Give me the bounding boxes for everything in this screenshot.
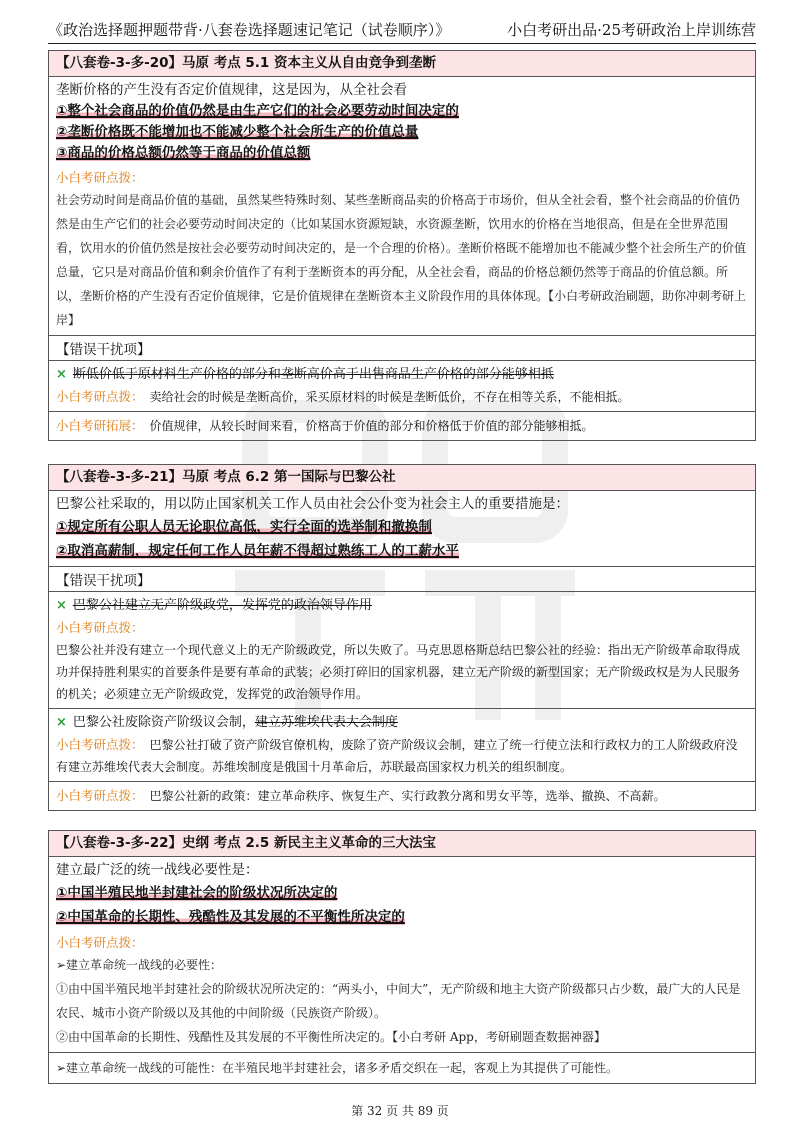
page-number: 第 32 页 共 89 页 bbox=[351, 1104, 449, 1118]
distractor-tip: 巴黎公社并没有建立一个现代意义上的无产阶级政党，所以失败了。马克思恩格斯总结巴黎公社的经验：指出无产阶级革命取得成功并保持胜利果实的首要条件是要有革命的武装；必须打碎旧的国家机器，建立无产阶级的新型国家；无产阶级政权是为人民服务的机关；必须建立无产阶级政党，发挥党的政治领导作用。 bbox=[56, 643, 741, 701]
distractor-option: × 断低价低于原材料生产价格的部分和垄断高价高于出售商品生产价格的部分能够相抵 小白考研点拨： 卖给社会的时候是垄断高价，采买原材料的时候是垄断低价，不存在相等关系，不能相抵。 bbox=[49, 361, 755, 412]
tip-text: 社会劳动时间是商品价值的基础，虽然某些特殊时刻、某些垄断商品卖的价格高于市场价，但从全社会看，整个社会商品的价值仍然是由生产它们的社会必要劳动时间决定的（比如某国水资源短缺，水资源垄断，饮用水的价格在当地很高，但是在全世界范围看，饮用水的价值仍然是按社会必要劳动时间决定的，是一个合理的价格）。垄断价格既不能增加也不能减少整个社会所生产的价值总量，它只是对商品价值和剩余价值作了有利于垄断资本的再分配，从全社会看，商品的价格总额仍然等于商品的价值总额。所以，垄断价格的产生没有否定价值规律，它是价值规律在垄断资本主义阶段作用的具体体现。【小白考研政治刷题，助你冲刺考研上岸】 bbox=[56, 193, 747, 327]
distractor-option: × 巴黎公社建立无产阶级政党，发挥党的政治领导作用 小白考研点拨： 巴黎公社并没有建立一个现代意义上的无产阶级政党，所以失败了。马克思恩格斯总结巴黎公社的经验：指出无产阶级革命取得成功并保持胜利果实的首要条件是要有革命的武装；必须打碎旧的国家机器，建立无产阶级的新型国家；无产阶级政权是为人民服务的机关；必须建立无产阶级政党，发挥党的政治领导作用。 bbox=[49, 592, 755, 709]
distractor-tip: 卖给社会的时候是垄断高价，采买原材料的时候是垄断低价，不存在相等关系，不能相抵。 bbox=[149, 390, 630, 404]
extension-note: 小白考研点拨： 巴黎公社新的政策：建立革命秩序、恢复生产、实行政教分离和男女平等，选举、撤换、不高薪。 bbox=[56, 788, 666, 803]
answer-item: ①规定所有公职人员无论职位高低，实行全面的选举制和撤换制 bbox=[56, 519, 432, 535]
point-text: ②由中国革命的长期性、残酷性及其发展的不平衡性所决定的。【小白考研 App，考研刷题查数据神器】 bbox=[56, 1030, 606, 1044]
question-stem: 垄断价格的产生没有否定价值规律，这是因为，从全社会看 bbox=[56, 82, 407, 98]
answer-list bbox=[49, 515, 755, 566]
answer-item: ③商品的价格总额仍然等于商品的价值总额 bbox=[56, 145, 311, 161]
distractor-heading: 【错误干扰项】 bbox=[49, 566, 755, 592]
question-title: 【八套卷-3-多-22】史纲 考点 2.5 新民主主义革命的三大法宝 bbox=[49, 831, 755, 857]
question-title: 【八套卷-3-多-20】马原 考点 5.1 资本主义从自由竞争到垄断 bbox=[49, 51, 755, 77]
extension-note: 小白考研拓展： 价值规律，从较长时间来看，价格高于价值的部分和价格低于价值的部分能够相抵。 bbox=[56, 418, 594, 433]
tip-label: 小白考研点拨： bbox=[56, 935, 144, 950]
distractor-tip: 巴黎公社打破了资产阶级官僚机构，废除了资产阶级议会制，建立了统一行使立法和行政权力的工人阶级政府没有建立苏维埃代表大会制度。苏维埃制度是俄国十月革命后，苏联最高国家权力机关的组织制度。 bbox=[56, 738, 738, 774]
question-stem: 建立最广泛的统一战线必要性是： bbox=[56, 862, 259, 878]
question-title: 【八套卷-3-多-21】马原 考点 6.2 第一国际与巴黎公社 bbox=[49, 465, 755, 491]
answer-item: ②取消高薪制，规定任何工作人员年薪不得超过熟练工人的工薪水平 bbox=[56, 543, 459, 559]
header-doc-title: 《政治选择题押题带背·八套卷选择题速记笔记（试卷顺序）》 bbox=[48, 21, 451, 39]
point-text: ①由中国半殖民地半封建社会的阶级状况所决定的：“两头小，中间大”，无产阶级和地主大资产阶级都只占少数，最广大的人民是农民、城市小资产阶级以及其他的中间阶级（民族资产阶级）。 bbox=[56, 982, 741, 1020]
answer-list bbox=[49, 101, 755, 167]
question-card-21 bbox=[48, 464, 756, 811]
point-heading: ➢建立革命统一战线的必要性： bbox=[56, 958, 223, 972]
distractor-option: × 巴黎公社废除资产阶级议会制，建立苏维埃代表大会制度 小白考研点拨： 巴黎公社打破了资产阶级官僚机构，废除了资产阶级议会制，建立了统一行使立法和行政权力的工人阶级政府没有建立苏维埃代表大会制度。苏维埃制度是俄国十月革命后，苏联最高国家权力机关的组织制度。 bbox=[49, 709, 755, 782]
answer-item: ①中国半殖民地半封建社会的阶级状况所决定的 bbox=[56, 885, 338, 901]
question-card-20 bbox=[48, 50, 756, 441]
answer-item: ①整个社会商品的价值仍然是由生产它们的社会必要劳动时间决定的 bbox=[56, 103, 459, 119]
answer-item: ②中国革命的长期性、残酷性及其发展的不平衡性所决定的 bbox=[56, 909, 405, 925]
cross-icon: × bbox=[56, 598, 67, 613]
distractor-heading: 【错误干扰项】 bbox=[49, 335, 755, 361]
answer-list bbox=[49, 881, 755, 932]
answer-item: ②垄断价格既不能增加也不能减少整个社会所生产的价值总量 bbox=[56, 124, 419, 140]
header-brand: 小白考研出品·25考研政治上岸训练营 bbox=[507, 21, 756, 39]
cross-icon: × bbox=[56, 367, 67, 382]
question-card-22 bbox=[48, 830, 756, 1084]
page-header bbox=[48, 14, 756, 44]
point-text: ➢建立革命统一战线的可能性：在半殖民地半封建社会，诸多矛盾交织在一起，客观上为其提供了可能性。 bbox=[49, 1052, 755, 1083]
tip-label: 小白考研点拨： bbox=[56, 170, 144, 185]
question-stem: 巴黎公社采取的，用以防止国家机关工作人员由社会公仆变为社会主人的重要措施是： bbox=[56, 496, 569, 512]
cross-icon: × bbox=[56, 715, 67, 730]
